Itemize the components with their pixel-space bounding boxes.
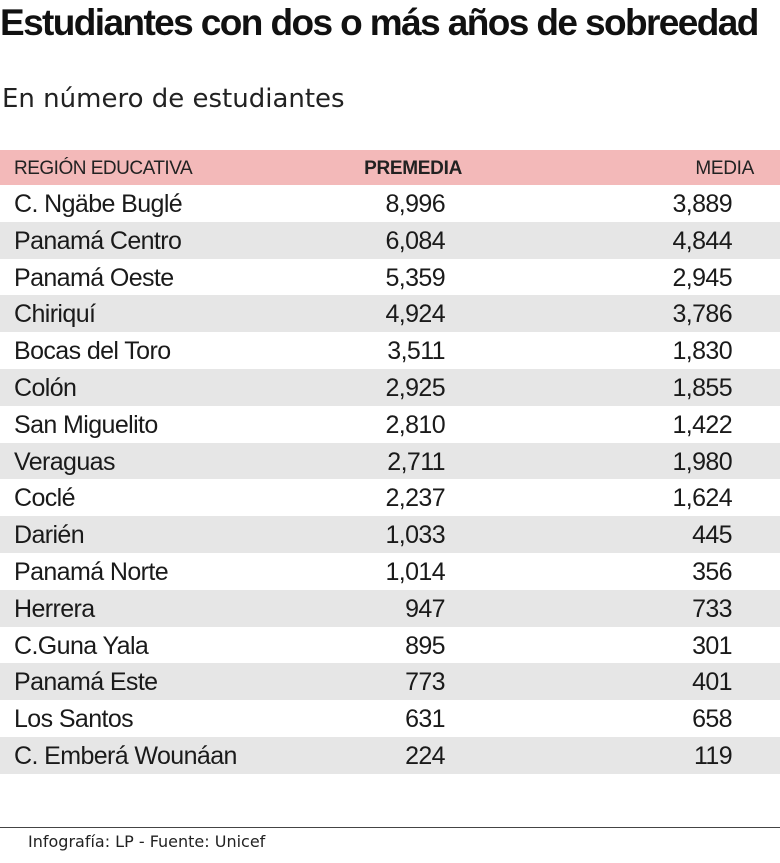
cell-media: 119 [693, 741, 732, 770]
cell-premedia: 2,810 [385, 410, 445, 439]
cell-region: Chiriquí [14, 300, 96, 329]
table-row [0, 185, 780, 222]
cell-premedia: 2,925 [385, 373, 445, 402]
cell-media: 2,945 [672, 263, 732, 292]
cell-media: 658 [692, 705, 732, 734]
cell-premedia: 4,924 [385, 300, 445, 329]
footer-divider [0, 827, 780, 828]
table-row [0, 590, 780, 627]
table-row [0, 443, 780, 480]
cell-region: San Miguelito [14, 410, 158, 439]
table-row [0, 295, 780, 332]
column-header-media: MEDIA [695, 158, 754, 179]
cell-premedia: 773 [405, 668, 445, 697]
cell-region: Colón [14, 373, 77, 402]
cell-region: Panamá Este [14, 668, 158, 697]
cell-premedia: 1,014 [385, 557, 445, 586]
table-row [0, 259, 780, 296]
cell-premedia: 895 [405, 631, 445, 660]
cell-media: 301 [692, 631, 732, 660]
table-row [0, 737, 780, 774]
data-table [0, 150, 780, 774]
page-subtitle: En número de estudiantes [2, 84, 345, 114]
cell-premedia: 2,711 [387, 447, 445, 476]
cell-premedia: 1,033 [385, 521, 445, 550]
cell-media: 1,624 [672, 484, 732, 513]
table-header [0, 150, 780, 185]
cell-region: Coclé [14, 484, 75, 513]
cell-region: Herrera [14, 594, 95, 623]
table-row [0, 700, 780, 737]
cell-premedia: 8,996 [385, 190, 445, 218]
cell-region: C.Guna Yala [14, 631, 149, 660]
cell-media: 445 [692, 521, 732, 550]
cell-region: C. Emberá Wounáan [14, 741, 237, 770]
cell-region: Panamá Oeste [14, 263, 174, 292]
cell-media: 3,889 [672, 190, 732, 218]
cell-region: Los Santos [14, 705, 134, 734]
table-row [0, 332, 780, 369]
cell-premedia: 3,511 [387, 337, 445, 366]
cell-premedia: 224 [405, 741, 445, 770]
page-title: Estudiantes con dos o más años de sobreedad [0, 2, 758, 43]
cell-premedia: 5,359 [385, 263, 445, 292]
table-row [0, 627, 780, 664]
cell-region: Panamá Centro [14, 226, 182, 255]
cell-media: 1,855 [672, 373, 732, 402]
cell-region: Panamá Norte [14, 557, 168, 586]
cell-region: Darién [14, 521, 85, 550]
cell-premedia: 947 [405, 594, 445, 623]
cell-region: Veraguas [14, 447, 115, 476]
cell-media: 3,786 [672, 300, 732, 329]
cell-media: 4,844 [672, 226, 732, 255]
cell-media: 401 [692, 668, 732, 697]
table-row [0, 406, 780, 443]
table-row [0, 663, 780, 700]
cell-media: 1,980 [672, 447, 732, 476]
cell-premedia: 2,237 [385, 484, 445, 513]
table-row [0, 553, 780, 590]
cell-region: Bocas del Toro [14, 337, 171, 366]
cell-premedia: 6,084 [385, 226, 445, 255]
cell-media: 1,830 [672, 337, 732, 366]
source-credit: Infografía: LP - Fuente: Unicef [28, 832, 266, 851]
column-header-premedia: PREMEDIA [364, 158, 462, 179]
cell-media: 1,422 [672, 410, 732, 439]
table-row [0, 516, 780, 553]
cell-region: C. Ngäbe Buglé [14, 190, 183, 218]
cell-media: 356 [692, 557, 732, 586]
table-row [0, 369, 780, 406]
cell-media: 733 [692, 594, 732, 623]
column-header-region: REGIÓN EDUCATIVA [14, 158, 193, 179]
table-row [0, 479, 780, 516]
table-row [0, 222, 780, 259]
table-body [0, 185, 780, 774]
cell-premedia: 631 [405, 705, 445, 734]
